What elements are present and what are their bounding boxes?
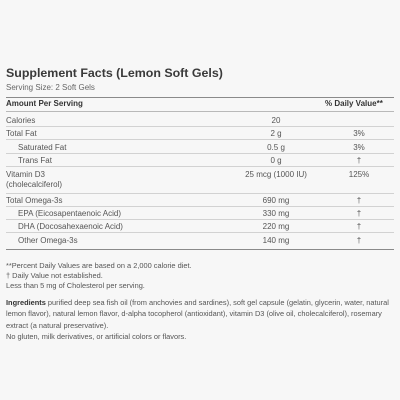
nutrient-name: Trans Fat bbox=[18, 156, 52, 165]
footnote-not-established: † Daily Value not established. bbox=[6, 271, 103, 280]
row-divider bbox=[6, 166, 394, 167]
nutrient-name: Vitamin D3 bbox=[6, 170, 45, 179]
nutrient-dv: † bbox=[356, 209, 362, 218]
amount-per-serving-header: Amount Per Serving bbox=[6, 99, 83, 108]
daily-value-header: % Daily Value** bbox=[325, 99, 383, 108]
table-row bbox=[6, 129, 394, 142]
row-divider bbox=[6, 219, 394, 220]
nutrient-dv: † bbox=[356, 236, 362, 245]
nutrient-amount: 2 g bbox=[270, 129, 282, 138]
facts-title: Supplement Facts (Lemon Soft Gels) bbox=[6, 66, 223, 80]
row-divider bbox=[6, 206, 394, 207]
table-row bbox=[6, 116, 394, 129]
table-row bbox=[6, 236, 394, 249]
table-row bbox=[6, 196, 394, 209]
serving-size: Serving Size: 2 Soft Gels bbox=[6, 83, 95, 92]
nutrient-amount: 25 mcg (1000 IU) bbox=[245, 170, 307, 179]
ingredients-statement bbox=[6, 297, 394, 342]
nutrient-dv: 125% bbox=[348, 170, 370, 179]
nutrient-dv: † bbox=[356, 196, 362, 205]
table-row bbox=[6, 156, 394, 169]
nutrient-dv: 3% bbox=[353, 143, 365, 152]
nutrient-amount: 140 mg bbox=[262, 236, 290, 245]
footnote-daily-values: **Percent Daily Values are based on a 2,000 calorie diet. bbox=[6, 261, 192, 270]
nutrient-name: EPA (Eicosapentaenoic Acid) bbox=[18, 209, 122, 218]
table-row bbox=[6, 222, 394, 235]
row-divider bbox=[6, 193, 394, 194]
nutrient-amount: 330 mg bbox=[262, 209, 290, 218]
row-divider bbox=[6, 139, 394, 140]
free-from-statement: No gluten, milk derivatives, or artificial colors or flavors. bbox=[6, 331, 187, 341]
nutrient-name: Saturated Fat bbox=[18, 143, 67, 152]
row-divider bbox=[6, 126, 394, 127]
nutrient-subname: (cholecalciferol) bbox=[6, 180, 63, 189]
nutrient-dv: † bbox=[356, 222, 362, 231]
table-bottom-rule bbox=[6, 249, 394, 250]
nutrient-amount: 690 mg bbox=[262, 196, 290, 205]
nutrient-name: Other Omega-3s bbox=[18, 236, 78, 245]
nutrient-amount: 220 mg bbox=[262, 222, 290, 231]
nutrient-name: Total Fat bbox=[6, 129, 37, 138]
nutrient-name: DHA (Docosahexaenoic Acid) bbox=[18, 222, 123, 231]
table-row bbox=[6, 170, 394, 192]
header-bottom-rule bbox=[6, 111, 394, 112]
nutrient-amount: 0.5 g bbox=[267, 143, 285, 152]
footnote-cholesterol: Less than 5 mg of Cholesterol per serving. bbox=[6, 281, 145, 290]
row-divider bbox=[6, 232, 394, 233]
row-divider bbox=[6, 153, 394, 154]
nutrient-dv: † bbox=[356, 156, 362, 165]
nutrient-name: Total Omega-3s bbox=[6, 196, 63, 205]
nutrient-dv: 3% bbox=[353, 129, 365, 138]
nutrient-name: Calories bbox=[6, 116, 36, 125]
table-row bbox=[6, 209, 394, 222]
header-top-rule bbox=[6, 97, 394, 98]
ingredients-text: purified deep sea fish oil (from anchovies and sardines), soft gel capsule (gelatin, glycerin, water, natural lemon flavor), natural lemon flavor, d-alpha tocopherol (antioxidant), vitamin D3 (olive oil, cholecalciferol), rosemary extract (a natural preservative). bbox=[6, 298, 389, 330]
table-row bbox=[6, 143, 394, 156]
nutrient-amount: 20 bbox=[271, 116, 281, 125]
ingredients-label: Ingredients bbox=[6, 298, 46, 307]
nutrient-amount: 0 g bbox=[270, 156, 282, 165]
